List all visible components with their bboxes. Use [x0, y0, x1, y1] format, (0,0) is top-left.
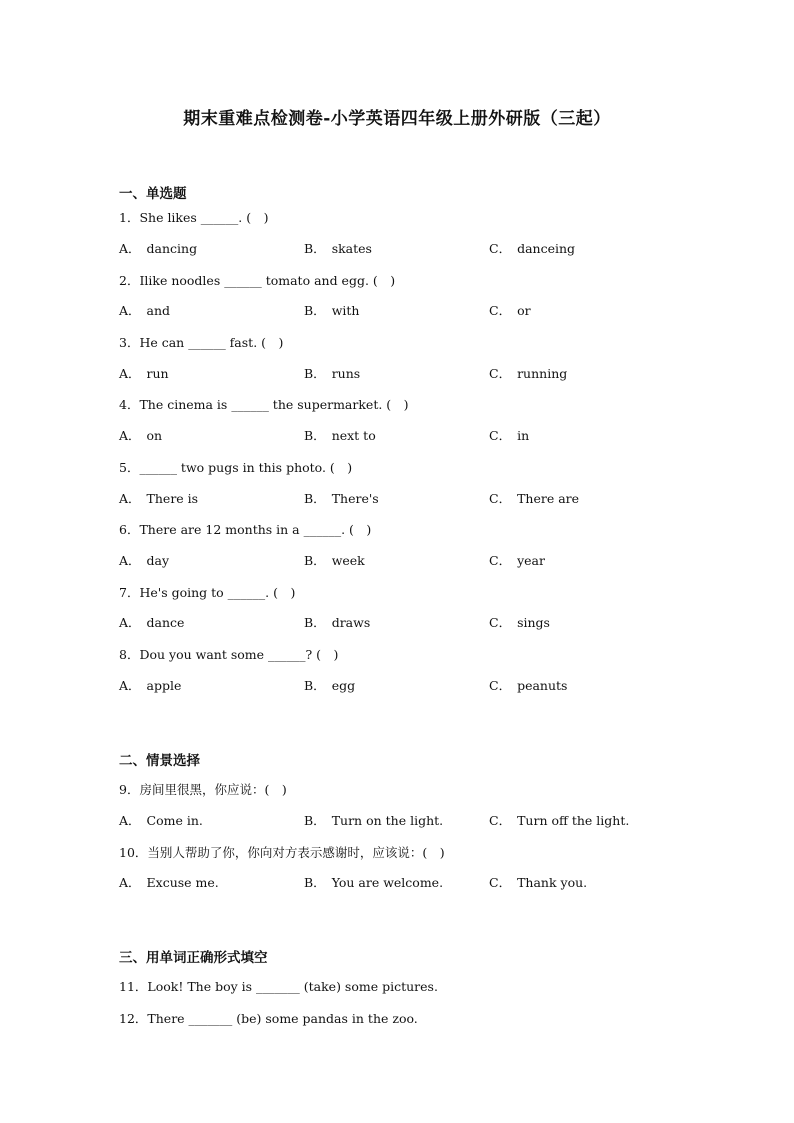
option-b: B． You are welcome.	[304, 875, 444, 890]
option-b: B． runs	[304, 366, 361, 381]
question-text: 4．The cinema is ______ the supermarket. ( )	[119, 397, 409, 412]
option-a: A． and	[119, 303, 171, 318]
option-b: B． draws	[304, 615, 371, 630]
question-text: 5．______ two pugs in this photo. ( )	[119, 460, 353, 475]
option-c: C． year	[489, 553, 545, 568]
question-text: 1．She likes ______. ( )	[119, 210, 269, 225]
option-c: C． in	[489, 428, 530, 443]
option-a: A． Come in.	[119, 813, 203, 828]
option-b: B． Turn on the light.	[304, 813, 444, 828]
option-c: C． peanuts	[489, 678, 568, 693]
option-a: A． There is	[119, 491, 199, 506]
question-text: 3．He can ______ fast. ( )	[119, 335, 284, 350]
section-heading: 二、情景选择	[119, 753, 200, 769]
question-text: 12．There _______ (be) some pandas in the zoo.	[119, 1011, 418, 1026]
question-text: 10．当别人帮助了你，你向对方表示感谢时，应该说：( )	[119, 845, 445, 860]
option-c: C． Thank you.	[489, 875, 588, 890]
page-title: 期末重难点检测卷-小学英语四年级上册外研版（三起）	[183, 109, 611, 129]
question-text: 11．Look! The boy is _______ (take) some pictures.	[119, 979, 438, 994]
option-a: A． on	[119, 428, 163, 443]
option-a: A． day	[119, 553, 170, 568]
question-text: 9．房间里很黑，你应说：( )	[119, 782, 287, 797]
option-c: C． There are	[489, 491, 580, 506]
question-text: 6．There are 12 months in a ______. ( )	[119, 522, 372, 537]
option-c: C． sings	[489, 615, 550, 630]
section-heading: 三、用单词正确形式填空	[119, 950, 268, 966]
option-a: A． Excuse me.	[119, 875, 219, 890]
question-text: 2．Ilike noodles ______ tomato and egg. ( )	[119, 273, 396, 288]
section-heading: 一、单选题	[119, 186, 187, 202]
option-b: B． with	[304, 303, 360, 318]
option-a: A． run	[119, 366, 169, 381]
option-a: A． dancing	[119, 241, 198, 256]
option-a: A． dance	[119, 615, 185, 630]
option-c: C． danceing	[489, 241, 576, 256]
option-c: C． or	[489, 303, 531, 318]
option-b: B． skates	[304, 241, 372, 256]
question-text: 8．Dou you want some ______? ( )	[119, 647, 339, 662]
option-b: B． egg	[304, 678, 356, 693]
option-c: C． Turn off the light.	[489, 813, 630, 828]
option-b: B． week	[304, 553, 365, 568]
option-b: B． There's	[304, 491, 379, 506]
option-a: A． apple	[119, 678, 182, 693]
question-text: 7．He's going to ______. ( )	[119, 585, 296, 600]
option-b: B． next to	[304, 428, 376, 443]
option-c: C． running	[489, 366, 568, 381]
